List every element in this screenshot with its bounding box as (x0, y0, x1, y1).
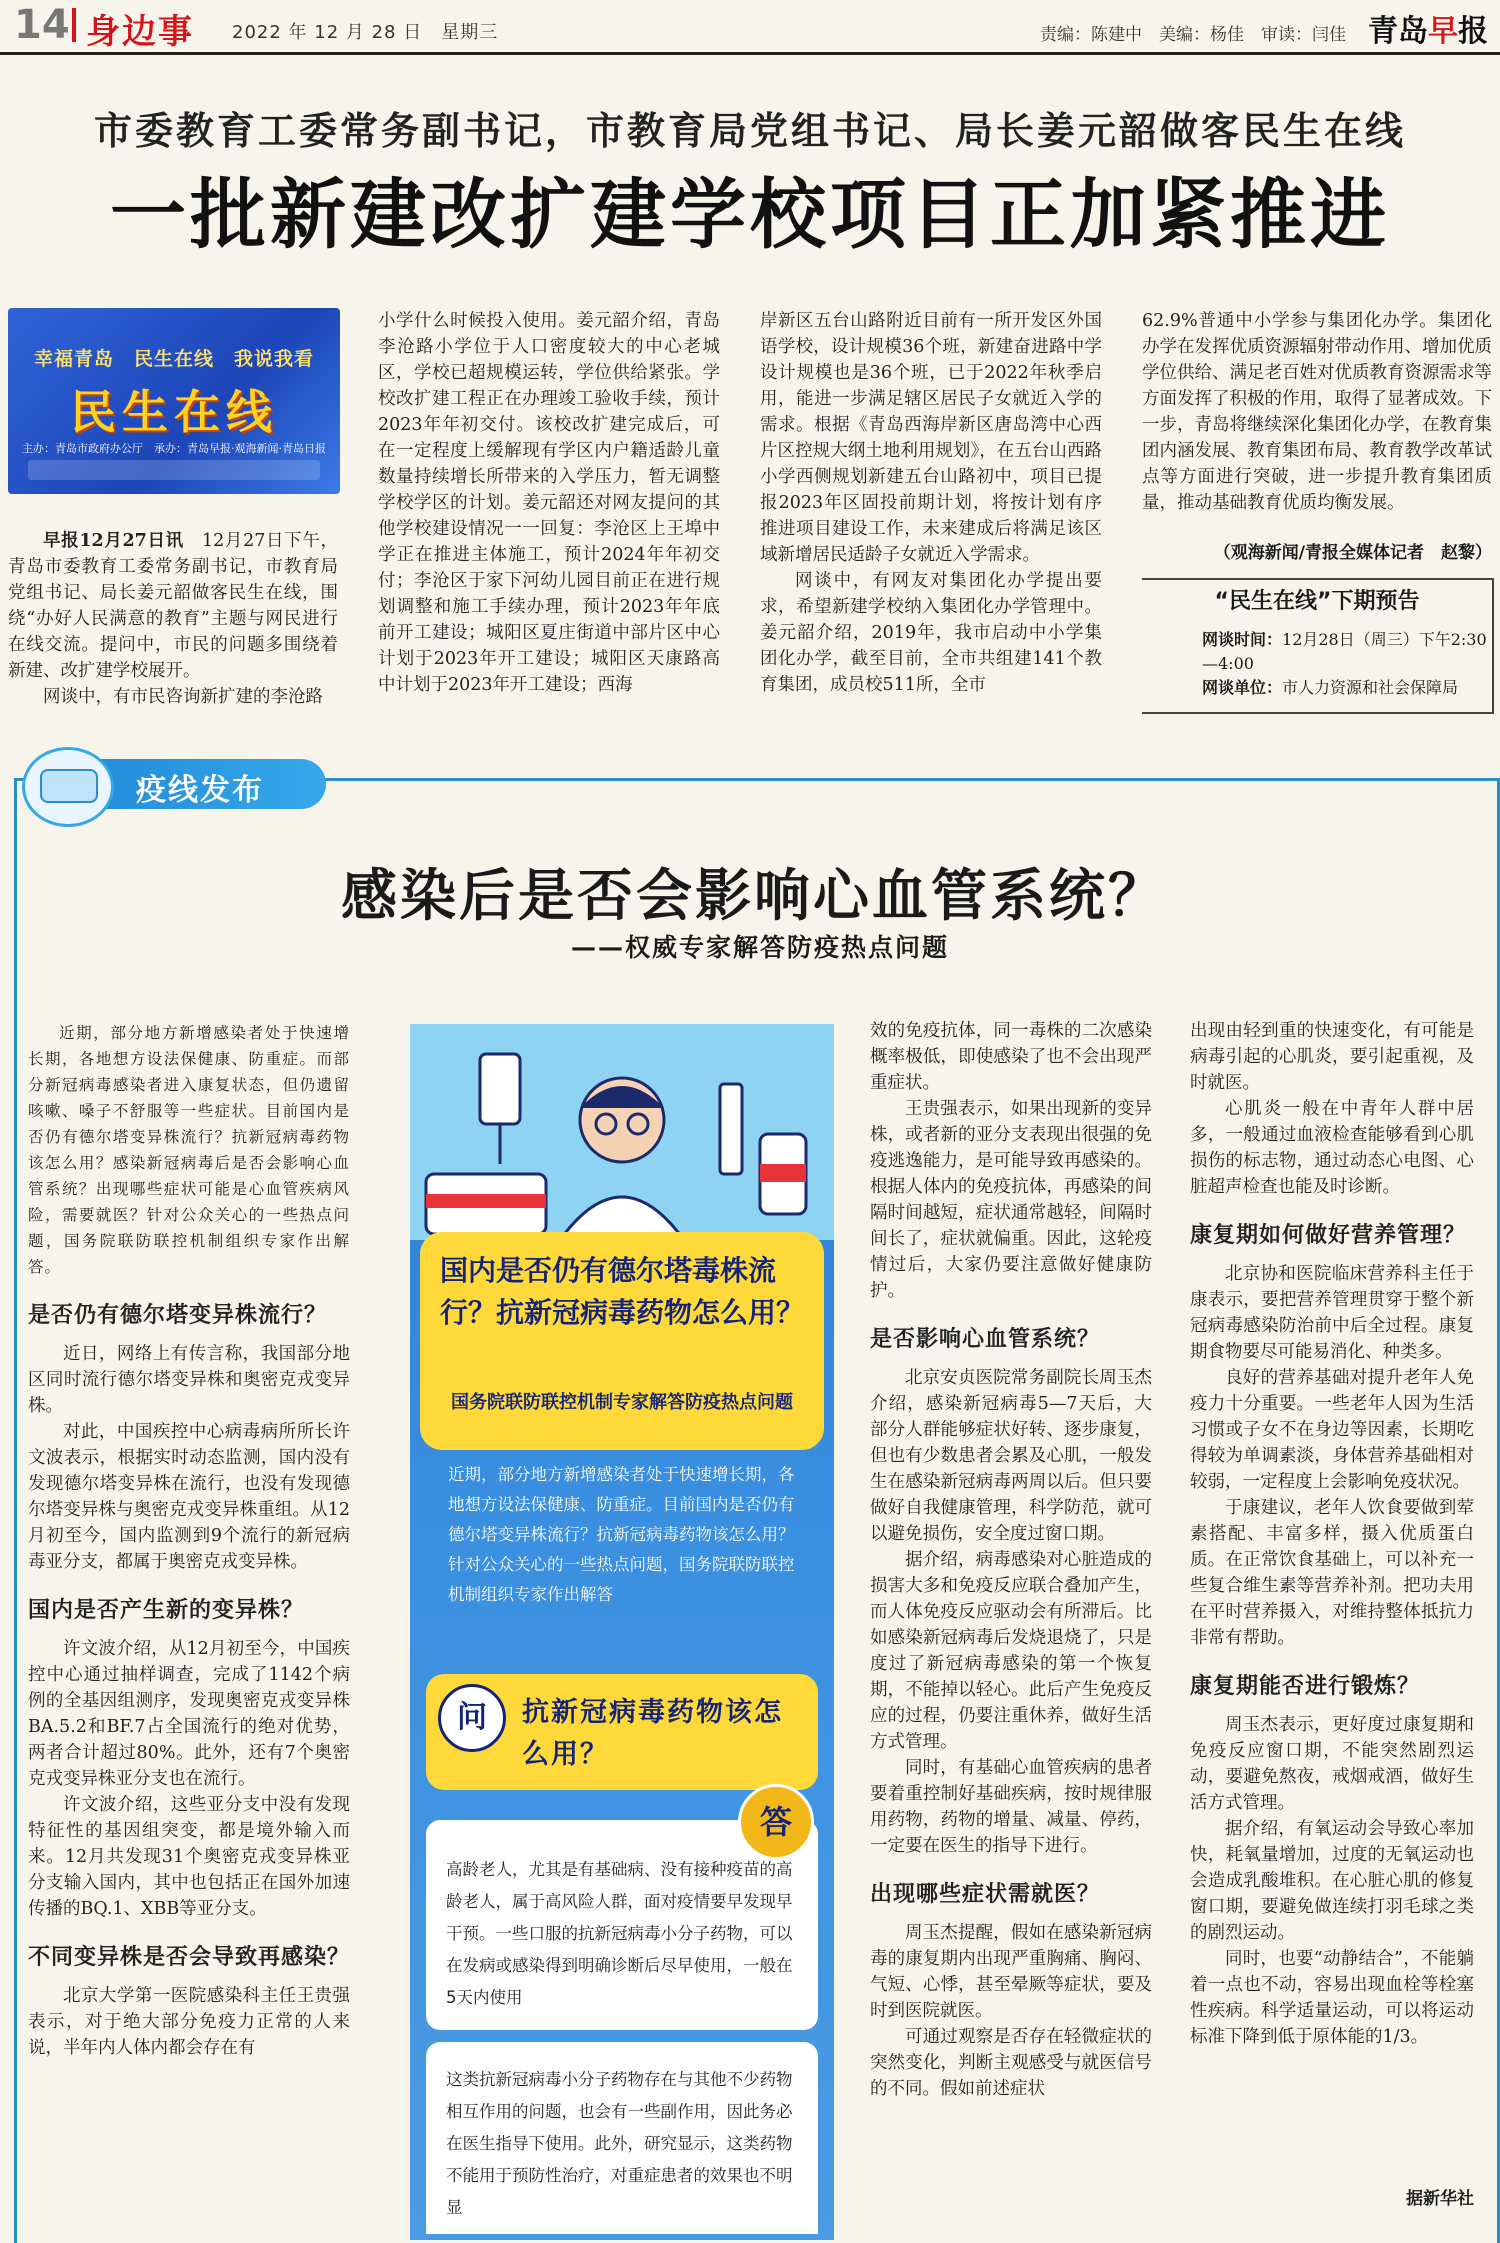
story2-paragraph: 出现由轻到重的快速变化，有可能是病毒引起的心肌炎，要引起重视，及时就医。 (1190, 1021, 1474, 1093)
subheading-exercise: 康复期能否进行锻炼？ (1190, 1674, 1421, 1699)
subheading-nutrition: 康复期如何做好营养管理？ (1190, 1223, 1467, 1248)
story2-paragraph: 心肌炎一般在中青年人群中居多，一般通过血液检查能够看到心肌损伤的标志物，通过动态心电图、心脏超声检查也能及时诊断。 (1190, 1099, 1474, 1197)
logo-main: 青岛 (1368, 14, 1428, 49)
issue-date: 2022 年 12 月 28 日 星期三 (232, 22, 499, 43)
qa-answer-card-2 (426, 2042, 818, 2234)
banner-title: 民生在线 (70, 385, 278, 439)
newspaper-logo (1368, 6, 1488, 50)
infographic-question-box (420, 1232, 824, 1450)
story2-paragraph: 据介绍，有氧运动会导致心率加快，耗氧量增加，过度的无氧运动也会造成乳酸堆积。在心脏心肌的修复窗口期，要避免做连续打羽毛球之类的剧烈运动。 (1190, 1819, 1474, 1943)
story2-paragraph: 效的免疫抗体，同一毒株的二次感染概率极低，即使感染了也不会出现严重症状。 (870, 1021, 1152, 1093)
story1-paragraph: 网谈中，有市民咨询新扩建的李沧路 (43, 687, 323, 707)
story2-intro: 近期，部分地方新增感染者处于快速增长期，各地想方设法保健康、防重症。而部分新冠病毒感染者进入康复状态，但仍遗留咳嗽、嗓子不舒服等一些症状。目前国内是否仍有德尔塔变异株流行？抗新冠病毒药物该怎么用？感染新冠病毒后是否会影响心血管系统？出现哪些症状可能是心血管疾病风险，需要就医？针对公众关心的一些热点问题，国务院联防联控机制组织专家作出解答。 (28, 1024, 350, 1276)
infographic-intro: 近期，部分地方新增感染者处于快速增长期，各地想方设法保健康、防重症。目前国内是否仍有德尔塔变异株流行？抗新冠病毒药物该怎么用？针对公众关心的一些热点问题，国务院联防联控机制组织专家作出解答 (448, 1465, 795, 1604)
lead-text: 12月27日下午，青岛市委教育工委常务副书记，市教育局党组书记、局长姜元韶做客民生在线，围绕“办好人民满意的教育”主题与网民进行在线交流。提问中，市民的问题多围绕着新建、改扩建学校展开。 (8, 531, 338, 681)
story1-byline: （观海新闻/青报全媒体记者 赵黎） (1213, 543, 1492, 563)
face-mask-icon (40, 769, 98, 803)
story1-paragraph: 岸新区五台山路附近目前有一所开发区外国语学校，设计规模36个班，新建奋进路中学设计规模也是36个班，已于2022年秋季启用，能进一步满足辖区居民子女就近入学的需求。根据《青岛西海岸新区唐岛湾中心西片区控规大纲土地利用规划》，在五台山西路小学西侧规划新建五台山路初中，项目已提报2023年区固投前期计划，将按计划有序推进项目建设工作，未来建成后将满足该区域新增居民适龄子女就近入学需求。 (760, 311, 1102, 565)
story2-paragraph: 周玉杰提醒，假如在感染新冠病毒的康复期内出现严重胸痛、胸闷、气短、心悸，甚至晕厥等症状，要及时到医院就医。 (870, 1923, 1152, 2021)
story1-headline: 一批新建改扩建学校项目正加紧推进 (110, 170, 1390, 259)
qa-answer-1: 高龄老人，尤其是有基础病、没有接种疫苗的高龄老人，属于高风险人群，面对疫情要早发现早干预。一些口服的抗新冠病毒小分子药物，可以在发病或感染得到明确诊断后尽早使用，一般在5天内使用 (446, 1860, 793, 2007)
qa-infographic (410, 1024, 834, 2240)
preview-unit-value: 市人力资源和社会保障局 (1282, 678, 1459, 697)
infographic-qa (420, 1644, 824, 2234)
infographic-question: 国内是否仍有德尔塔毒株流行？抗新冠病毒药物怎么用？ (440, 1254, 805, 1329)
story2-paragraph: 王贵强表示，如果出现新的变异株，或者新的亚分支表现出很强的免疫逃逸能力，是可能导致再感染的。根据人体内的免疫抗体，再感染的间隔时间越短，症状通常越轻，间隔时间长了，症状就偏重。因此，这轮疫情过后，大家仍要注意做好健康防护。 (870, 1099, 1152, 1301)
doctor-illustration (410, 1024, 834, 1240)
qa-question: 抗新冠病毒药物该怎么用？ (522, 1697, 783, 1770)
story2-paragraph: 可通过观察是否存在轻微症状的突然变化，判断主观感受与就医信号的不同。假如前述症状 (870, 2027, 1152, 2099)
page-header (0, 0, 1500, 55)
story1-kicker: 市委教育工委常务副书记，市教育局党组书记、局长姜元韶做客民生在线 (93, 108, 1406, 153)
preview-unit-label: 网谈单位： (1202, 678, 1283, 697)
lead-tag: 早报12月27日讯 (43, 531, 184, 551)
story2-headline: 感染后是否会影响心血管系统？ (341, 863, 1167, 929)
subheading-reinfection: 不同变异株是否会导致再感染？ (28, 1945, 351, 1970)
header-divider (72, 8, 76, 42)
subheading-symptoms: 出现哪些症状需就医？ (870, 1882, 1101, 1907)
story2-paragraph: 于康建议，老年人饮食要做到荤素搭配、丰富多样，摄入优质蛋白质。在正常饮食基础上，可以补充一些复合维生素等营养补剂。把功夫用在平时营养摄入，对维持整体抵抗力非常有帮助。 (1190, 1498, 1474, 1648)
subheading-delta: 是否仍有德尔塔变异株流行？ (28, 1303, 328, 1328)
story2-column-4 (1190, 1018, 1474, 2050)
story1-paragraph: 62.9%普通中小学参与集团化办学。集团化办学在发挥优质资源辐射带动作用、增加优质学位供给、满足老百姓对优质教育资源需求等方面发挥了积极的作用，取得了显著成效。下一步，青岛将继续深化集团化办学，在教育集团内涵发展、教育集团布局、教育教学改革试点等方面进行突破，进一步提升教育集团质量，推动基础教育优质均衡发展。 (1142, 311, 1492, 513)
badge-label: 疫线发布 (136, 773, 264, 808)
minsheng-online-banner (8, 308, 340, 494)
section-title: 身边事 (86, 12, 194, 52)
answer-marker: 答 (738, 1784, 814, 1860)
banner-logo-strip (28, 460, 320, 480)
story2-paragraph: 据介绍，病毒感染对心脏造成的损害大多和免疫反应联合叠加产生，而人体免疫反应驱动会有所滞后。比如感染新冠病毒后发烧退烧了，只是度过了新冠病毒感染的第一个恢复期，不能掉以轻心。此后产生免疫反应的过程，仍要注重休养，做好生活方式管理。 (870, 1550, 1152, 1752)
story2-paragraph: 北京协和医院临床营养科主任于康表示，要把营养管理贯穿于整个新冠病毒感染防治前中后全过程。康复期食物要尽可能易消化、种类多。 (1190, 1264, 1474, 1362)
story2-paragraph: 周玉杰表示，更好度过康复期和免疫反应窗口期，不能突然剧烈运动，要避免熬夜，戒烟戒酒，做好生活方式管理。 (1190, 1715, 1474, 1813)
story2-paragraph: 同时，有基础心血管疾病的患者要着重控制好基础疾病，按时规律服用药物，药物的增量、减量、停药，一定要在医生的指导下进行。 (870, 1758, 1152, 1856)
story1-column-1 (8, 528, 338, 710)
page-number: 14 (14, 2, 70, 48)
question-marker: 问 (438, 1684, 506, 1752)
next-session-preview (1142, 578, 1494, 714)
logo-accent: 早 (1428, 14, 1458, 49)
banner-info: 主办：青岛市政府办公厅 承办：青岛早报·观海新闻·青岛日报 (22, 442, 326, 455)
story2-paragraph: 对此，中国疾控中心病毒病所所长许文波表示，根据实时动态监测，国内没有发现德尔塔变异株在流行，也没有发现德尔塔变异株与奥密克戎变异株重组。从12月初至今，国内监测到9个流行的新冠病毒亚分支，都属于奥密克戎变异株。 (28, 1422, 350, 1572)
story1-column-3 (760, 308, 1102, 698)
story1-column-4 (1142, 308, 1492, 516)
story2-paragraph: 近日，网络上有传言称，我国部分地区同时流行德尔塔变异株和奥密克戎变异株。 (28, 1344, 350, 1416)
story2-column-1 (28, 1020, 350, 2061)
preview-time (1202, 628, 1488, 676)
story2-paragraph: 许文波介绍，从12月初至今，中国疾控中心通过抽样调查，完成了1142个病例的全基因组测序，发现奥密克戎变异株BA.5.2和BF.7占全国流行的绝对优势，两者合计超过80%。此外，还有7个奥密克戎变异株亚分支也在流行。 (28, 1639, 350, 1789)
preview-time-value: 12月28日（周三）下午2:30—4:00 (1202, 630, 1487, 673)
editor-credits: 责编：陈建中 美编：杨佳 审读：闫佳 (1040, 25, 1346, 45)
story1-paragraph: 小学什么时候投入使用。姜元韶介绍，青岛李沧路小学位于人口密度较大的中心老城区，学校已超规模运转，学位供给紧张。学校改扩建工程正在办理竣工验收手续，预计2023年年初交付。该校改扩建完成后，可在一定程度上缓解现有学区内户籍适龄儿童数量持续增长所带来的入学压力，暂无调整学校学区的计划。姜元韶还对网友提问的其他学校建设情况一一回复：李沧区上王埠中学正在推进主体施工，预计2024年年初交付；李沧区于家下河幼儿园目前正在进行规划调整和施工手续办理，预计2023年年底前开工建设；城阳区夏庄街道中部片区中心计划于2023年开工建设；城阳区天康路高中计划于2023年开工建设；西海 (378, 311, 720, 695)
logo-tail: 报 (1458, 14, 1488, 49)
preview-title: “民生在线”下期预告 (1214, 589, 1420, 614)
story2-paragraph: 同时，也要“动静结合”，不能躺着一点也不动，容易出现血栓等栓塞性疾病。科学适量运动，可以将运动标准下降到低于原体能的1/3。 (1190, 1949, 1474, 2047)
qa-answer-2: 这类抗新冠病毒小分子药物存在与其他不少药物相互作用的问题，也会有一些副作用，因此务必在医生指导下使用。此外，研究显示，这类药物不能用于预防性治疗，对重症患者的效果也不明显 (446, 2070, 793, 2217)
infographic-subtitle: 国务院联防联控机制专家解答防疫热点问题 (451, 1392, 793, 1413)
story2-column-3 (870, 1018, 1152, 2102)
subheading-new-variant: 国内是否产生新的变异株？ (28, 1598, 305, 1623)
story2-paragraph: 北京安贞医院常务副院长周玉杰介绍，感染新冠病毒5—7天后，大部分人群能够症状好转、逐步康复，但也有少数患者会累及心肌，一般发生在感染新冠病毒两周以后。但只要做好自我健康管理，科学防范，就可以避免损伤，安全度过窗口期。 (870, 1368, 1152, 1544)
story1-column-2 (378, 308, 720, 698)
story2-paragraph: 良好的营养基础对提升老年人免疫力十分重要。一些老年人因为生活习惯或子女不在身边等因素，长期吃得较为单调素淡，身体营养基础相对较弱，一定程度上会影响免疫状况。 (1190, 1368, 1474, 1492)
subheading-cardiovascular: 是否影响心血管系统？ (870, 1327, 1101, 1352)
preview-time-label: 网谈时间： (1202, 630, 1283, 649)
epidemic-release-badge (14, 745, 326, 815)
story2-source: 据新华社 (1406, 2189, 1474, 2209)
preview-unit (1202, 676, 1488, 700)
banner-slogan: 幸福青岛 民生在线 我说我看 (33, 348, 314, 370)
story1-paragraph: 网谈中，有网友对集团化办学提出要求，希望新建学校纳入集团化办学管理中。姜元韶介绍，2019年，我市启动中小学集团化办学，截至目前，全市共组建141个教育集团，成员校511所，全市 (760, 571, 1102, 695)
story2-paragraph: 许文波介绍，这些亚分支中没有发现特征性的基因组突变，都是境外输入而来。12月共发现31个奥密克戎变异株亚分支输入国内，其中也包括正在国外加速传播的BQ.1、XBB等亚分支。 (28, 1795, 350, 1919)
story2-subhead: ——权威专家解答防疫热点问题 (570, 933, 949, 962)
story1-lead (8, 528, 338, 684)
story2-paragraph: 北京大学第一医院感染科主任王贵强表示，对于绝大部分免疫力正常的人来说，半年内人体内都会存在有 (28, 1986, 350, 2058)
